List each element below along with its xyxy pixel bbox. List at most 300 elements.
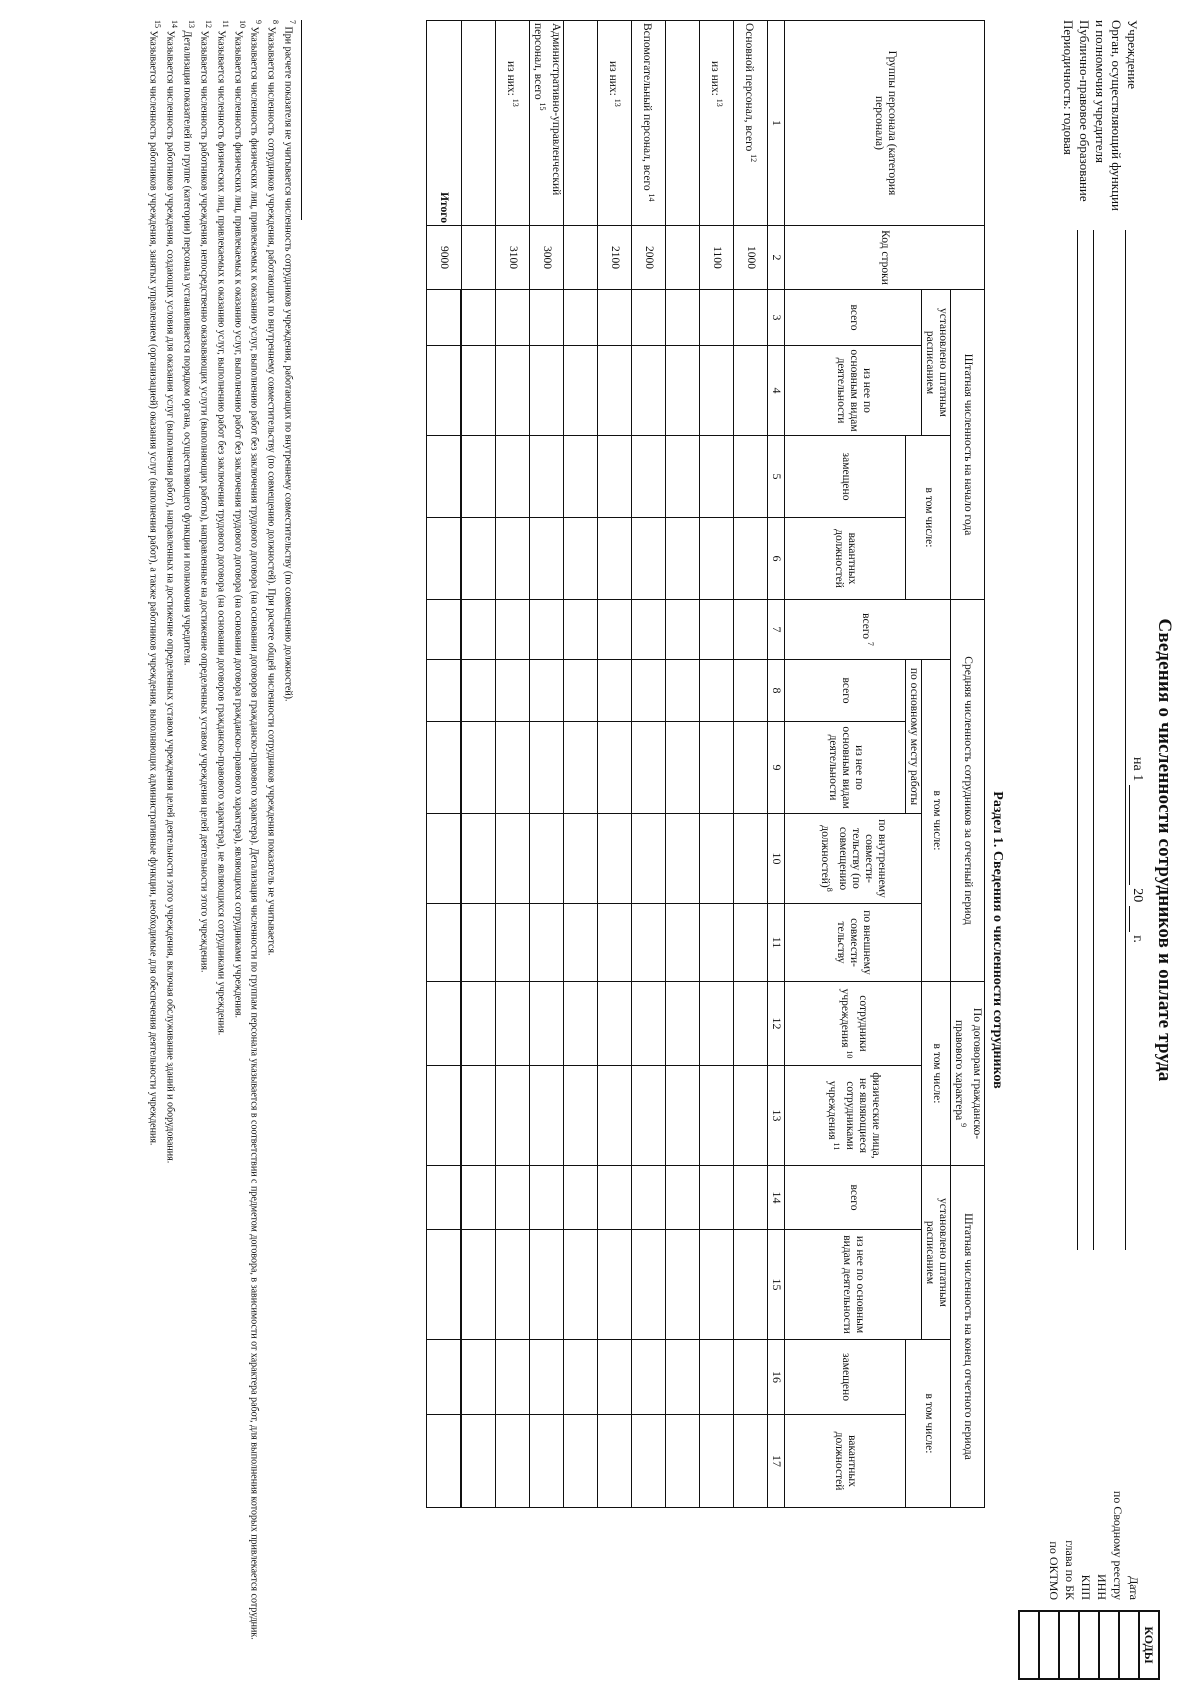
header-internal-text: по внутреннему совмести-тельству (по совмещению должностей)	[819, 819, 889, 898]
header-established-start: установлено штатным расписанием	[922, 290, 951, 436]
date-prefix: на 1	[1130, 757, 1145, 782]
value-cell[interactable]	[598, 518, 632, 600]
table-row	[530, 21, 564, 1508]
footnote-text: Указывается численность работников учреждения, непосредственно оказывающих услуги (выполняющих работы), направленные на достижение определенных уставом учреждения целей деятельности этого учреждения.	[198, 30, 210, 973]
value-cell[interactable]	[461, 1340, 496, 1415]
value-cell[interactable]	[700, 436, 734, 518]
value-cell[interactable]	[598, 814, 632, 904]
value-cell[interactable]	[564, 1066, 598, 1166]
codes-header: КОДЫ	[1139, 1611, 1159, 1679]
value-cell[interactable]	[564, 982, 598, 1066]
row-label-footnote: 13	[510, 98, 520, 107]
header-start-filled: замещено	[785, 436, 906, 518]
table-row	[598, 21, 632, 1508]
footnote-number: 13	[187, 20, 197, 28]
value-cell[interactable]	[530, 600, 564, 660]
total-value-cell[interactable]	[427, 346, 462, 436]
value-cell[interactable]	[496, 814, 530, 904]
value-cell[interactable]	[700, 290, 734, 346]
value-cell[interactable]	[496, 904, 530, 982]
header-including-end: в том числе:	[906, 1340, 951, 1508]
value-cell[interactable]	[564, 346, 598, 436]
value-cell[interactable]	[700, 1066, 734, 1166]
header-avg-total-text: всего	[859, 613, 872, 640]
table-row	[461, 21, 496, 1508]
total-value-cell[interactable]	[427, 722, 462, 814]
value-cell[interactable]	[564, 814, 598, 904]
value-cell[interactable]	[564, 660, 598, 722]
column-number: 3	[768, 290, 785, 346]
header-external: по внешнему совмести-тельству	[785, 904, 922, 982]
header-employees	[785, 982, 922, 1066]
footnote-number: 9	[254, 20, 264, 24]
value-cell[interactable]	[700, 904, 734, 982]
header-start-main: из нее по основным видам деятельности	[785, 346, 922, 436]
row-label	[700, 21, 734, 226]
value-cell[interactable]	[530, 346, 564, 436]
value-cell[interactable]	[564, 1230, 598, 1340]
codes-table	[1018, 1610, 1160, 1680]
value-cell[interactable]	[564, 722, 598, 814]
value-cell[interactable]	[496, 290, 530, 346]
header-end-total: всего	[785, 1166, 922, 1230]
row-label-text: Вспомогательный персонал, всего	[640, 23, 653, 191]
value-cell[interactable]	[461, 290, 496, 346]
column-number: 12	[768, 982, 785, 1066]
value-cell[interactable]	[530, 290, 564, 346]
value-cell[interactable]	[530, 722, 564, 814]
footnote-number: 14	[170, 20, 180, 28]
header-field-founder-cont: и полномочия учредителя	[1093, 20, 1108, 163]
value-cell[interactable]	[700, 1340, 734, 1415]
row-label-text: Основной персонал, всего	[742, 23, 755, 152]
header-employees-text: сотрудники учреждения	[838, 988, 869, 1052]
document-title: Сведения о численности сотрудников и оплате труда	[1154, 618, 1175, 1082]
value-cell[interactable]	[564, 904, 598, 982]
value-cell[interactable]	[496, 1166, 530, 1230]
value-cell[interactable]	[564, 436, 598, 518]
total-value-cell[interactable]	[427, 814, 462, 904]
codes-label-kpp: КПП	[1079, 1574, 1093, 1600]
date-blank	[1129, 785, 1144, 885]
header-staff-start: Штатная численность на начало года	[951, 290, 985, 600]
column-number: 10	[768, 814, 785, 904]
header-code: Код строки	[785, 226, 985, 290]
value-cell[interactable]	[598, 436, 632, 518]
value-cell[interactable]	[496, 982, 530, 1066]
value-cell[interactable]	[461, 346, 496, 436]
header-avg-total-sup: 7	[865, 641, 875, 646]
value-cell[interactable]	[734, 518, 768, 600]
header-end-main: из нее по основным видам деятельности	[785, 1230, 922, 1340]
footnote	[197, 20, 214, 1660]
row-label-text: из них:	[708, 61, 721, 96]
value-cell[interactable]	[734, 1415, 768, 1508]
header-main-place: по основному месту работы	[906, 660, 922, 814]
footnote	[231, 20, 248, 1660]
public-entity-underline	[1077, 230, 1078, 1250]
header-field-founder: Орган, осуществляющий функции	[1109, 20, 1124, 211]
header-gph-sup: 9	[959, 1123, 968, 1128]
value-cell[interactable]	[496, 346, 530, 436]
total-value-cell[interactable]	[427, 1066, 462, 1166]
row-code: 2100	[598, 226, 632, 290]
table-row	[700, 21, 734, 1508]
footnote-text: При расчете показателя не учитывается численность сотрудников учреждения, работающих по внутреннему совместительству (по совмещению должностей).	[282, 26, 294, 702]
total-value-cell[interactable]	[427, 1230, 462, 1340]
value-cell[interactable]	[564, 600, 598, 660]
code-cell-date[interactable]	[1119, 1611, 1139, 1679]
value-cell[interactable]	[632, 600, 666, 660]
row-label	[530, 21, 564, 226]
column-number: 14	[768, 1166, 785, 1230]
header-established-end: установлено штатным расписанием	[922, 1166, 951, 1340]
value-cell[interactable]	[734, 1066, 768, 1166]
value-cell[interactable]	[461, 1066, 496, 1166]
table-body	[427, 21, 768, 1508]
total-value-cell[interactable]	[427, 600, 462, 660]
value-cell[interactable]	[496, 436, 530, 518]
value-cell[interactable]	[461, 814, 496, 904]
footnote-number: 10	[237, 20, 247, 28]
value-cell[interactable]	[564, 1415, 598, 1508]
row-label-footnote: 15	[538, 102, 548, 111]
value-cell[interactable]	[598, 722, 632, 814]
value-cell[interactable]	[632, 660, 666, 722]
value-cell[interactable]	[461, 600, 496, 660]
value-cell[interactable]	[496, 1230, 530, 1340]
value-cell[interactable]	[734, 904, 768, 982]
footnote-separator	[301, 20, 302, 220]
footnote-text: Указывается численность физических лиц, привлекаемых к оказанию услуг, выполнению работ без заключения трудового договора (на основании договоров гражданско-правового характера). Детализация численности по группам персонала указывается в соответствии с предметом договора, в зависимости от характера работ, для выполнения которых привлекается сотрудник.	[249, 26, 261, 1640]
column-number: 15	[768, 1230, 785, 1340]
footnote-text: Указывается численность сотрудников учреждения, работающих по внутреннему совместительству (по совмещению должностей). При расчете общей численности сотрудников учреждения показатель не учитывается.	[265, 26, 277, 956]
table-row	[666, 21, 700, 1508]
value-cell[interactable]	[598, 1166, 632, 1230]
value-cell[interactable]	[734, 814, 768, 904]
total-value-cell[interactable]	[427, 290, 462, 346]
total-value-cell[interactable]	[427, 1415, 462, 1508]
year-suffix: г.	[1130, 935, 1145, 943]
footnote-text: Указывается численность физических лиц, привлекаемых к оказанию услуг, выполнению работ без заключения трудового договора (на основании договора гражданско-правового характера), являющихся сотрудниками учреждения.	[232, 30, 244, 1019]
footnote	[180, 20, 197, 1660]
total-value-cell[interactable]	[427, 660, 462, 722]
header-avg: Средняя численность сотрудников за отчетный период	[951, 600, 985, 982]
footnote-number: 12	[203, 20, 213, 28]
value-cell[interactable]	[530, 436, 564, 518]
header-including-start: в том числе:	[906, 436, 951, 600]
row-label	[666, 21, 700, 226]
value-cell[interactable]	[632, 436, 666, 518]
value-cell[interactable]	[496, 1415, 530, 1508]
value-cell[interactable]	[496, 660, 530, 722]
value-cell[interactable]	[666, 436, 700, 518]
column-number: 4	[768, 346, 785, 436]
column-numbers-row	[768, 21, 785, 1508]
value-cell[interactable]	[496, 600, 530, 660]
code-cell-kpp[interactable]	[1059, 1611, 1079, 1679]
column-number: 11	[768, 904, 785, 982]
value-cell[interactable]	[632, 982, 666, 1066]
value-cell[interactable]	[530, 660, 564, 722]
header-group: Группы персонала (категория персонала)	[785, 21, 985, 226]
row-code: 1000	[734, 226, 768, 290]
header-non-employees-sup: 11	[831, 1142, 841, 1151]
value-cell[interactable]	[632, 1166, 666, 1230]
value-cell[interactable]	[666, 1166, 700, 1230]
codes-label-registry: по Сводному реестру	[1111, 1490, 1125, 1600]
header-start-total: всего	[785, 290, 922, 346]
row-label	[734, 21, 768, 226]
value-cell[interactable]	[530, 1166, 564, 1230]
row-code: 3100	[496, 226, 530, 290]
value-cell[interactable]	[666, 290, 700, 346]
value-cell[interactable]	[700, 600, 734, 660]
row-label-text: Административно-управленческий персонал, всего	[532, 23, 563, 196]
footnote-number: 15	[153, 20, 163, 28]
codes-label-oktmo: по ОКТМО	[1047, 1541, 1061, 1600]
value-cell[interactable]	[598, 982, 632, 1066]
value-cell[interactable]	[530, 1340, 564, 1415]
footnote-number: 7	[288, 20, 297, 24]
footnote-text: Указывается численность физических лиц, привлекаемых к оказанию услуг, выполнению работ без заключения трудового договора (на основании договоров гражданско-правового характера), не являющихся сотрудниками учреждения.	[215, 30, 227, 1036]
value-cell[interactable]	[598, 1066, 632, 1166]
column-number: 8	[768, 660, 785, 722]
value-cell[interactable]	[598, 1415, 632, 1508]
value-cell[interactable]	[734, 660, 768, 722]
value-cell[interactable]	[564, 290, 598, 346]
value-cell[interactable]	[734, 600, 768, 660]
value-cell[interactable]	[530, 1230, 564, 1340]
staff-table	[426, 20, 985, 1508]
total-row	[427, 21, 462, 1508]
value-cell[interactable]	[700, 722, 734, 814]
header-internal-sup: 8	[825, 887, 835, 892]
value-cell[interactable]	[666, 660, 700, 722]
value-cell[interactable]	[496, 1066, 530, 1166]
value-cell[interactable]	[700, 518, 734, 600]
value-cell[interactable]	[461, 982, 496, 1066]
value-cell[interactable]	[734, 436, 768, 518]
value-cell[interactable]	[496, 518, 530, 600]
header-field-institution: Учреждение	[1125, 20, 1140, 90]
table-row	[632, 21, 666, 1508]
table-row	[496, 21, 530, 1508]
header-non-employees-text: физические лица, не являющиеся сотрудниками учреждения	[825, 1072, 882, 1159]
year-blank	[1129, 906, 1144, 932]
column-number: 13	[768, 1066, 785, 1166]
row-label	[564, 21, 598, 226]
row-label-footnote: 13	[714, 98, 724, 107]
header-main-total: всего	[785, 660, 906, 722]
total-code: 9000	[427, 226, 462, 290]
header-employees-sup: 10	[844, 1050, 854, 1059]
header-field-periodicity: Периодичность: годовая	[1061, 20, 1076, 155]
value-cell[interactable]	[461, 1230, 496, 1340]
header-gph-text: По договорам гражданско-правового характера	[953, 1007, 983, 1140]
value-cell[interactable]	[564, 518, 598, 600]
header-end-filled: замещено	[785, 1340, 906, 1415]
value-cell[interactable]	[598, 290, 632, 346]
total-value-cell[interactable]	[427, 436, 462, 518]
value-cell[interactable]	[564, 1340, 598, 1415]
header-main-from: из нее по основным видам деятельности	[785, 722, 906, 814]
value-cell[interactable]	[598, 600, 632, 660]
value-cell[interactable]	[632, 1066, 666, 1166]
footnote	[248, 20, 265, 1660]
value-cell[interactable]	[530, 814, 564, 904]
institution-underline	[1125, 230, 1126, 1250]
row-code	[461, 226, 496, 290]
code-cell-inn[interactable]	[1079, 1611, 1099, 1679]
column-number: 9	[768, 722, 785, 814]
total-value-cell[interactable]	[427, 1166, 462, 1230]
value-cell[interactable]	[700, 814, 734, 904]
footnote-text: Указывается численность работников учреждения, занятых управлением (организацией) оказания услуг (выполнения работ), а также работников учреждения, выполняющих административные функции, необходимые для обеспечения деятельности учреждения.	[148, 30, 160, 1146]
value-cell[interactable]	[632, 1415, 666, 1508]
table-row	[734, 21, 768, 1508]
row-label	[598, 21, 632, 226]
value-cell[interactable]	[530, 1415, 564, 1508]
row-code	[564, 226, 598, 290]
codes-label-date: Дата	[1127, 1576, 1141, 1600]
value-cell[interactable]	[666, 600, 700, 660]
column-number: 5	[768, 436, 785, 518]
table-row	[564, 21, 598, 1508]
column-number: 16	[768, 1340, 785, 1415]
total-value-cell[interactable]	[427, 1340, 462, 1415]
value-cell[interactable]	[564, 1166, 598, 1230]
header-gph	[951, 982, 985, 1166]
column-number: 7	[768, 600, 785, 660]
value-cell[interactable]	[666, 904, 700, 982]
value-cell[interactable]	[734, 346, 768, 436]
footnote	[281, 20, 298, 1660]
value-cell[interactable]	[700, 1230, 734, 1340]
codes-labels	[1046, 1390, 1142, 1600]
value-cell[interactable]	[461, 904, 496, 982]
total-value-cell[interactable]	[427, 982, 462, 1066]
value-cell[interactable]	[734, 982, 768, 1066]
value-cell[interactable]	[700, 1415, 734, 1508]
column-number: 17	[768, 1415, 785, 1508]
value-cell[interactable]	[598, 660, 632, 722]
value-cell[interactable]	[734, 290, 768, 346]
value-cell[interactable]	[632, 814, 666, 904]
header-field-public-entity: Публично-правовое образование	[1077, 20, 1092, 202]
value-cell[interactable]	[530, 904, 564, 982]
row-label-text: из них:	[504, 61, 517, 96]
value-cell[interactable]	[632, 346, 666, 436]
value-cell[interactable]	[461, 518, 496, 600]
value-cell[interactable]	[461, 722, 496, 814]
header-including-gph: в том числе:	[922, 982, 951, 1166]
header-avg-total	[785, 600, 951, 660]
value-cell[interactable]	[598, 904, 632, 982]
value-cell[interactable]	[461, 1166, 496, 1230]
value-cell[interactable]	[666, 1066, 700, 1166]
value-cell[interactable]	[734, 1230, 768, 1340]
value-cell[interactable]	[598, 1340, 632, 1415]
value-cell[interactable]	[700, 1166, 734, 1230]
value-cell[interactable]	[530, 518, 564, 600]
value-cell[interactable]	[666, 1415, 700, 1508]
total-value-cell[interactable]	[427, 904, 462, 982]
value-cell[interactable]	[598, 1230, 632, 1340]
total-value-cell[interactable]	[427, 518, 462, 600]
value-cell[interactable]	[632, 1230, 666, 1340]
row-label-footnote: 14	[646, 193, 656, 202]
row-code: 2000	[632, 226, 666, 290]
row-label	[496, 21, 530, 226]
founder-underline	[1093, 230, 1094, 1250]
value-cell[interactable]	[666, 1230, 700, 1340]
value-cell[interactable]	[734, 722, 768, 814]
value-cell[interactable]	[530, 1066, 564, 1166]
value-cell[interactable]	[632, 722, 666, 814]
row-label	[461, 21, 496, 226]
value-cell[interactable]	[734, 1166, 768, 1230]
year-prefix: 20	[1130, 888, 1145, 903]
value-cell[interactable]	[632, 518, 666, 600]
value-cell[interactable]	[530, 982, 564, 1066]
footnote-number: 11	[220, 20, 230, 28]
code-cell-oktmo[interactable]	[1019, 1611, 1039, 1679]
value-cell[interactable]	[461, 660, 496, 722]
footnote-text: Детализация показателей по группе (категории) персонала устанавливается порядком органа, осуществляющего функции и полномочия учредителя.	[181, 30, 193, 666]
footnote-text: Указывается численность работников учреждения, создающих условия для оказания услуг (выполнения работ), направленных на достижение определенных уставом учреждения целей деятельности этого учреждения, включая обслуживание зданий и оборудования.	[164, 30, 176, 1164]
row-label-text: из них:	[606, 61, 619, 96]
value-cell[interactable]	[461, 436, 496, 518]
value-cell[interactable]	[461, 1415, 496, 1508]
value-cell[interactable]	[734, 1340, 768, 1415]
row-label-footnote: 13	[612, 98, 622, 107]
codes-label-bk: глава по БК	[1063, 1540, 1077, 1600]
code-cell-bk[interactable]	[1039, 1611, 1059, 1679]
value-cell[interactable]	[700, 660, 734, 722]
value-cell[interactable]	[700, 982, 734, 1066]
row-code: 1100	[700, 226, 734, 290]
row-code: 3000	[530, 226, 564, 290]
value-cell[interactable]	[632, 1340, 666, 1415]
value-cell[interactable]	[666, 814, 700, 904]
header-fields	[1060, 20, 1140, 211]
footnote	[214, 20, 231, 1660]
header-non-employees	[785, 1066, 922, 1166]
value-cell[interactable]	[666, 722, 700, 814]
header-internal	[785, 814, 922, 904]
value-cell[interactable]	[700, 346, 734, 436]
value-cell[interactable]	[496, 1340, 530, 1415]
footnote	[147, 20, 164, 1660]
row-code	[666, 226, 700, 290]
value-cell[interactable]	[666, 982, 700, 1066]
value-cell[interactable]	[496, 722, 530, 814]
value-cell[interactable]	[666, 1340, 700, 1415]
value-cell[interactable]	[666, 346, 700, 436]
total-label: Итого	[427, 21, 462, 226]
value-cell[interactable]	[632, 904, 666, 982]
footnote-number: 8	[271, 20, 281, 24]
column-number: 1	[768, 21, 785, 226]
codes-label-inn: ИНН	[1095, 1574, 1109, 1600]
value-cell[interactable]	[632, 290, 666, 346]
header-end-vacant: вакантных должностей	[785, 1415, 906, 1508]
row-label	[632, 21, 666, 226]
code-cell-registry[interactable]	[1099, 1611, 1119, 1679]
value-cell[interactable]	[598, 346, 632, 436]
value-cell[interactable]	[666, 518, 700, 600]
